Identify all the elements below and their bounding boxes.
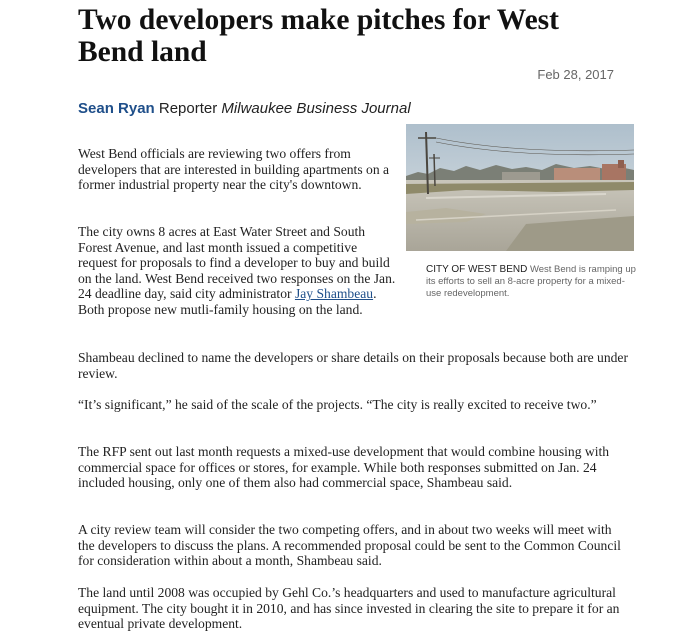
publish-date: Feb 28, 2017	[537, 67, 614, 82]
photo-caption	[426, 264, 636, 300]
author-role: Reporter	[158, 100, 218, 117]
paragraph-7: The land until 2008 was occupied by Gehl Co.’s headquarters and used to manufacture agricultural equipment. The city bought it in 2010, and has since invested in clearing the site to prepare it for an eventual private development.	[78, 585, 620, 632]
paragraph-5: The RFP sent out last month requests a mixed-use development that would combine housing with commercial space for offices or stores, for example. While both responses submitted on Jan. 24 included housing, only one of them also had commercial space, Shambeau said.	[78, 444, 610, 491]
author-link[interactable]: Sean Ryan	[78, 100, 155, 117]
article-photo[interactable]	[406, 124, 634, 251]
jay-shambeau-link[interactable]: Jay Shambeau	[294, 286, 374, 302]
byline	[78, 100, 411, 117]
paragraph-4: “It’s significant,” he said of the scale of the projects. “The city is really excited to receive two.”	[78, 397, 597, 412]
photo-credit: CITY OF WEST BEND	[426, 264, 528, 275]
paragraph-1: West Bend officials are reviewing two offers from developers that are interested in building apartments on a former industrial property near the city's downtown.	[78, 146, 390, 193]
landscape-photo-icon	[406, 124, 634, 251]
paragraph-2-text-a: The city owns 8 acres at East Water Street and South Forest Avenue, and last month issued a competitive request for proposals to find a developer to buy and build on the land. West Bend received two responses on the Jan. 24 deadline day, said city administrator	[78, 224, 396, 302]
paragraph-2	[78, 224, 396, 318]
article-headline: Two developers make pitches for West Bend land	[78, 4, 559, 68]
paragraph-6: A city review team will consider the two competing offers, and in about two weeks will meet with the developers to discuss the plans. A recommended proposal could be sent to the Common Council for consideration within about a month, Shambeau said.	[78, 522, 621, 569]
paragraph-3: Shambeau declined to name the developers or share details on their proposals because both are under review.	[78, 350, 628, 381]
publication-name: Milwaukee Business Journal	[221, 100, 411, 117]
paragraph-2-text-b: . Both propose new mutli-family housing on the land.	[78, 286, 377, 317]
photo-caption-text: West Bend is ramping up its efforts to sell an 8-acre property for a mixed-use redevelopment.	[426, 264, 636, 299]
